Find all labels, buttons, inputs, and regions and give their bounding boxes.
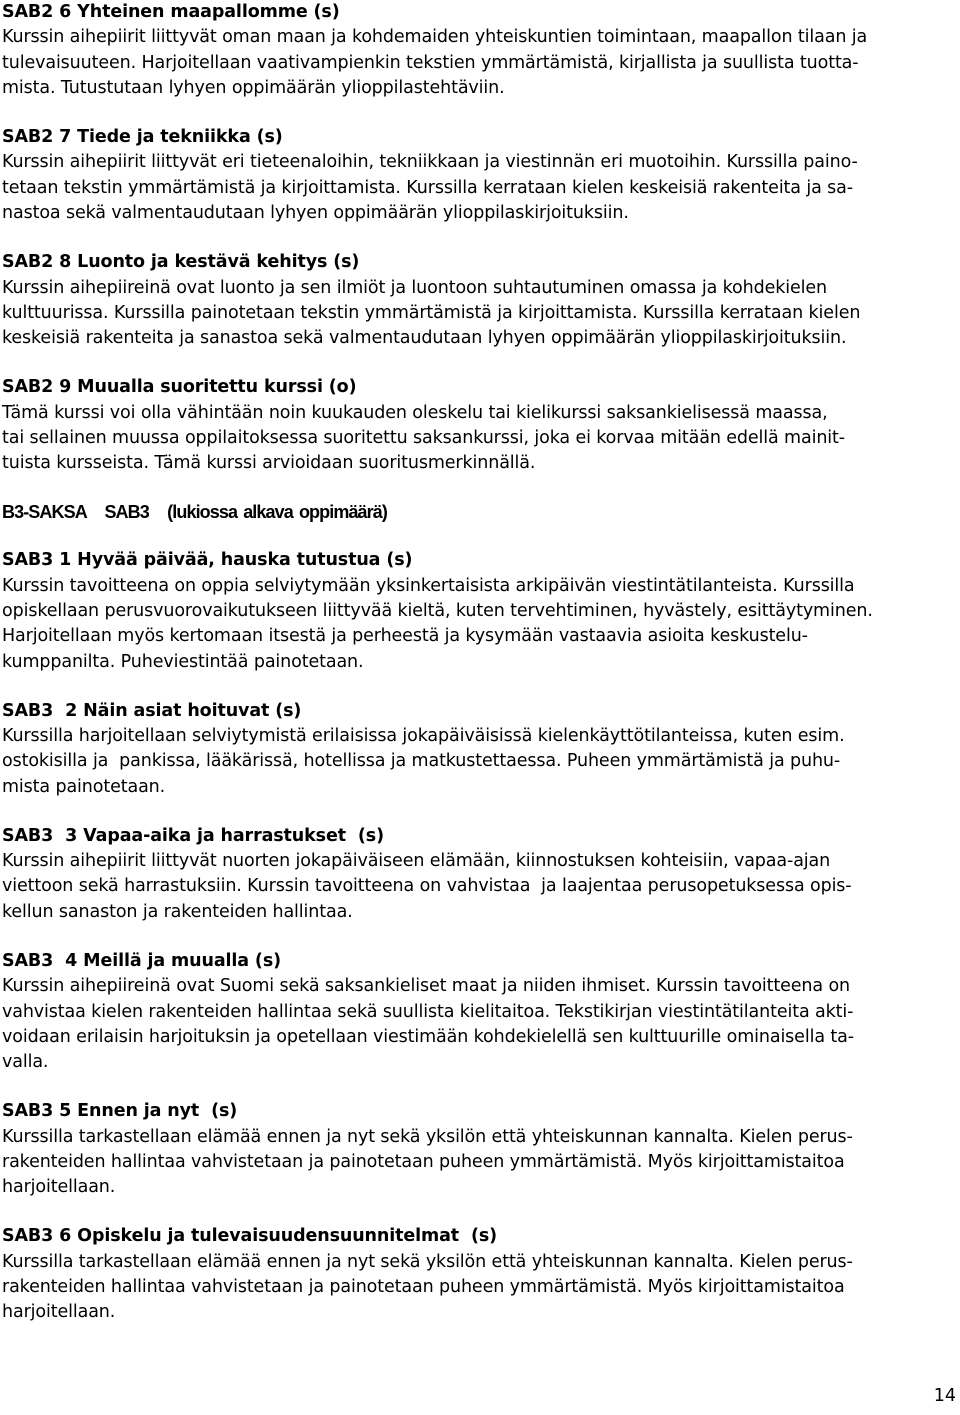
course-text-line: kulttuurissa. Kurssilla painotetaan tekstin ymmärtämistä ja kirjoittamista. Kurssilla kerrataan kielen [2,302,861,323]
course-text-line: nastoa sekä valmentaudutaan lyhyen oppimäärän ylioppilaskirjoituksiin. [2,203,629,224]
course-title: SAB2 7 Tiede ja tekniikka (s) [2,127,283,148]
course-title: SAB3 1 Hyvää päivää, hauska tutustua (s) [2,550,413,571]
course-section-sab2-9 [2,375,952,477]
course-text-line: keskeisiä rakenteita ja sanastoa sekä valmentaudutaan lyhyen oppimäärän ylioppilaskirjoituksiin. [2,328,847,349]
course-text-line: tuista kursseista. Tämä kurssi arvioidaan suoritusmerkinnällä. [2,453,536,474]
course-title: SAB3 5 Ennen ja nyt (s) [2,1101,238,1122]
group-heading: B3-SAKSA SAB3 (lukiossa alkava oppimäärä) [2,501,387,522]
course-text-line: harjoitellaan. [2,1302,116,1323]
course-title: SAB3 2 Näin asiat hoituvat (s) [2,700,302,721]
course-section-sab2-6 [2,0,952,102]
course-text-line: Kurssin aihepiireinä ovat Suomi sekä saksankieliset maat ja niiden ihmiset. Kurssin tavoitteena on [2,976,850,997]
course-text-line: tetaan tekstin ymmärtämistä ja kirjoittamista. Kurssilla kerrataan kielen keskeisiä rakenteita ja sa- [2,177,853,198]
course-section-sab2-8 [2,250,952,352]
course-text-line: Kurssin tavoitteena on oppia selviytymään yksinkertaisista arkipäivän viestintätilanteista. Kurssilla [2,575,855,596]
course-title: SAB3 4 Meillä ja muualla (s) [2,950,281,971]
course-text-line: Kurssin aihepiirit liittyvät eri tieteenaloihin, tekniikkaan ja viestinnän eri muotoihin. Kurssilla paino- [2,152,858,173]
course-section-sab3-5 [2,1099,952,1201]
course-title: SAB3 3 Vapaa-aika ja harrastukset (s) [2,825,384,846]
course-section-sab3-4 [2,949,952,1076]
course-text-line: voidaan erilaisin harjoituksin ja opetellaan viestimään kohdekielellä sen kulttuurille ominaisella ta- [2,1026,854,1047]
course-text-line: tulevaisuuteen. Harjoitellaan vaativampienkin tekstien ymmärtämistä, kirjallista ja suullista tuotta- [2,52,859,73]
course-title: SAB3 6 Opiskelu ja tulevaisuudensuunnitelmat (s) [2,1226,498,1247]
course-text-line: valla. [2,1052,49,1073]
course-section-sab3-2 [2,699,952,801]
course-section-sab3-1 [2,548,952,675]
course-text-line: rakenteiden hallintaa vahvistetaan ja painotetaan puheen ymmärtämistä. Myös kirjoittamistaitoa [2,1277,845,1298]
course-text-line: kellun sanaston ja rakenteiden hallintaa. [2,901,353,922]
course-text-line: Kurssin aihepiireinä ovat luonto ja sen ilmiöt ja luontoon suhtautuminen omassa ja kohdekielen [2,277,827,298]
course-text-line: harjoitellaan. [2,1177,116,1198]
course-title: SAB2 9 Muualla suoritettu kurssi (o) [2,377,357,398]
course-text-line: mista. Tutustutaan lyhyen oppimäärän ylioppilastehtäviin. [2,78,505,99]
course-text-line: Kurssin aihepiirit liittyvät oman maan ja kohdemaiden yhteiskuntien toimintaan, maapallon tilaan ja [2,27,868,48]
course-text-line: Kurssin aihepiirit liittyvät nuorten jokapäiväiseen elämään, kiinnostuksen kohteisiin, vapaa-ajan [2,851,831,872]
course-title: SAB2 6 Yhteinen maapallomme (s) [2,2,340,22]
course-text-line: kumppanilta. Puheviestintää painotetaan. [2,651,364,672]
course-section-sab3-3 [2,824,952,926]
course-text-line: Kurssilla tarkastellaan elämää ennen ja nyt sekä yksilön että yhteiskunnan kannalta. Kielen perus- [2,1251,853,1272]
course-section-sab2-7 [2,125,952,227]
course-section-sab3-6 [2,1224,952,1326]
course-text-line: Harjoitellaan myös kertomaan itsestä ja perheestä ja kysymään vastaavia asioita keskustelu- [2,626,808,647]
course-text-line: viettoon sekä harrastuksiin. Kurssin tavoitteena on vahvistaa ja laajentaa perusopetuksessa opis- [2,876,852,897]
course-text-line: opiskellaan perusvuorovaikutukseen liittyvää kieltä, kuten tervehtiminen, hyvästely, esittäytyminen. [2,600,873,621]
course-text-line: rakenteiden hallintaa vahvistetaan ja painotetaan puheen ymmärtämistä. Myös kirjoittamistaitoa [2,1151,845,1172]
page-number: 14 [933,1386,956,1406]
course-text-line: Kurssilla tarkastellaan elämää ennen ja nyt sekä yksilön että yhteiskunnan kannalta. Kielen perus- [2,1126,853,1147]
course-text-line: tai sellainen muussa oppilaitoksessa suoritettu saksankurssi, joka ei korvaa mitään edellä mainit- [2,427,845,448]
document-page [2,0,952,1326]
course-text-line: vahvistaa kielen rakenteiden hallintaa sekä suullista kielitaitoa. Tekstikirjan viestintätilanteita akti- [2,1001,854,1022]
course-text-line: ostokisilla ja pankissa, lääkärissä, hotellissa ja matkustettaessa. Puheen ymmärtämistä ja puhu- [2,751,841,772]
course-text-line: Kurssilla harjoitellaan selviytymistä erilaisissa jokapäiväisissä kielenkäyttötilanteissa, kuten esim. [2,725,845,746]
course-text-line: mista painotetaan. [2,776,166,797]
course-title: SAB2 8 Luonto ja kestävä kehitys (s) [2,252,360,273]
course-text-line: Tämä kurssi voi olla vähintään noin kuukauden oleskelu tai kielikurssi saksankielisessä maassa, [2,402,828,423]
